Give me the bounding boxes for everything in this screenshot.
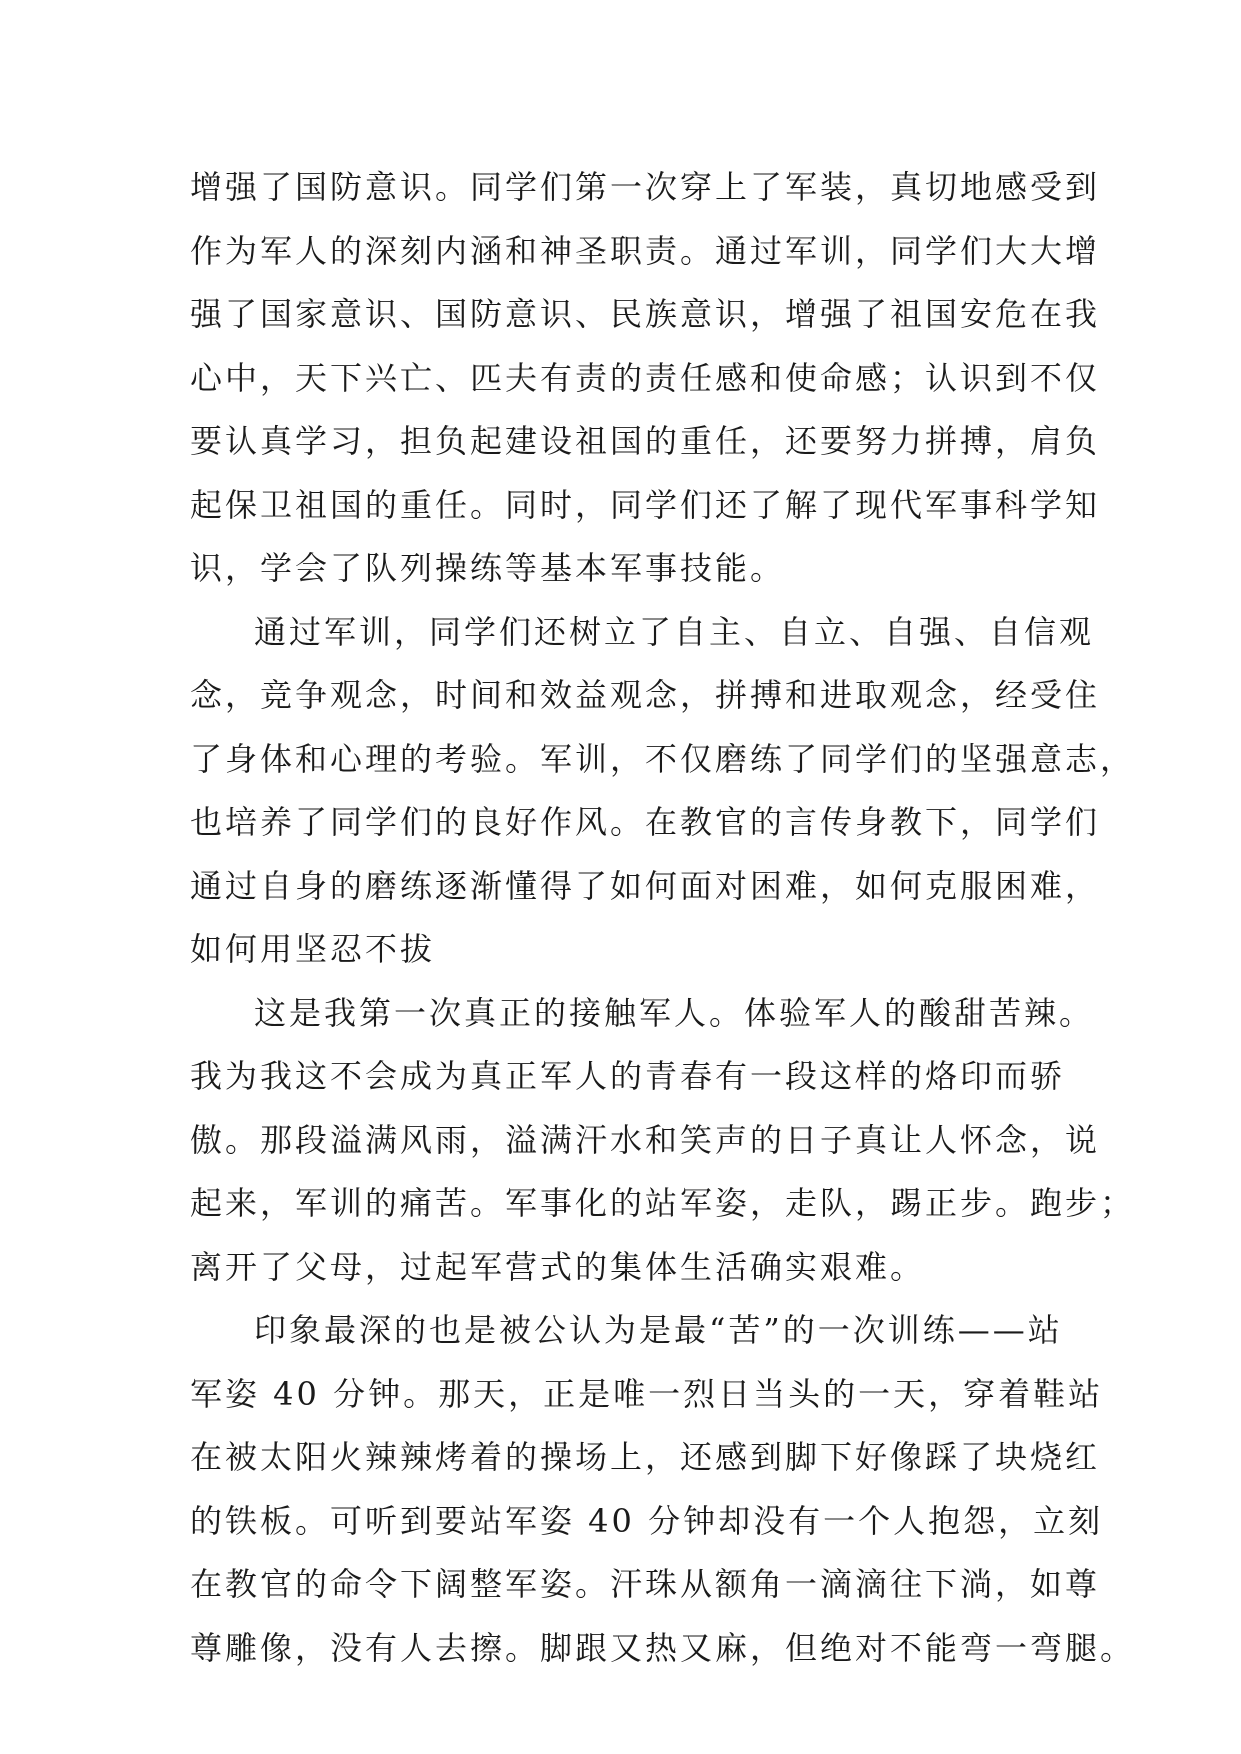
text-line: 识，学会了队列操练等基本军事技能。 — [190, 549, 786, 587]
paragraph-first-line: 通过军训，同学们还树立了自主、自立、自强、自信观 — [254, 612, 1095, 651]
text-line: 要认真学习，担负起建设祖国的重任，还要努力拼搏，肩负 — [190, 422, 1101, 460]
body-text — [190, 156, 1136, 1680]
text-line: 起保卫祖国的重任。同时，同学们还了解了现代军事科学知 — [190, 485, 1101, 524]
text-line: 心中，天下兴亡、匹夫有责的责任感和使命感；认识到不仅 — [190, 358, 1101, 397]
text-line: 起来，军训的痛苦。军事化的站军姿，走队，踢正步。跑步； — [190, 1184, 1136, 1222]
text-line: 我为我这不会成为真正军人的青春有一段这样的烙印而骄 — [190, 1057, 1066, 1095]
text-line: 增强了国防意识。同学们第一次穿上了军装，真切地感受到 — [190, 168, 1101, 206]
text-line: 离开了父母，过起军营式的集体生活确实艰难。 — [190, 1247, 926, 1286]
text-line: 了身体和心理的考验。军训，不仅磨练了同学们的坚强意志， — [190, 739, 1136, 778]
text-line: 念，竞争观念，时间和效益观念，拼搏和进取观念，经受住 — [190, 676, 1101, 714]
text-line: 尊雕像，没有人去擦。脚跟又热又麻，但绝对不能弯一弯腿。 — [190, 1628, 1136, 1667]
text-line: 也培养了同学们的良好作风。在教官的言传身教下，同学们 — [190, 803, 1101, 841]
paragraph-first-line: 印象最深的也是被公认为是最“苦”的一次训练——站 — [254, 1311, 1063, 1349]
text-line: 在被太阳火辣辣烤着的操场上，还感到脚下好像踩了块烧红 — [190, 1438, 1101, 1476]
text-line: 在教官的命令下阔整军姿。汗珠从额角一滴滴往下淌，如尊 — [190, 1565, 1101, 1603]
text-line: 如何用坚忍不拔 — [190, 930, 436, 968]
text-line: 的铁板。可听到要站军姿 40 分钟却没有一个人抱怨，立刻 — [190, 1501, 1104, 1540]
text-line: 强了国家意识、国防意识、民族意识，增强了祖国安危在我 — [190, 295, 1101, 333]
text-line: 军姿 40 分钟。那天，正是唯一烈日当头的一天，穿着鞋站 — [190, 1374, 1104, 1413]
text-line: 傲。那段溢满风雨，溢满汗水和笑声的日子真让人怀念，说 — [190, 1120, 1101, 1159]
paragraph-first-line: 这是我第一次真正的接触军人。体验军人的酸甜苦辣。 — [254, 993, 1095, 1032]
text-line: 作为军人的深刻内涵和神圣职责。通过军训，同学们大大增 — [190, 231, 1101, 270]
text-line: 通过自身的磨练逐渐懂得了如何面对困难，如何克服困难， — [190, 866, 1101, 905]
